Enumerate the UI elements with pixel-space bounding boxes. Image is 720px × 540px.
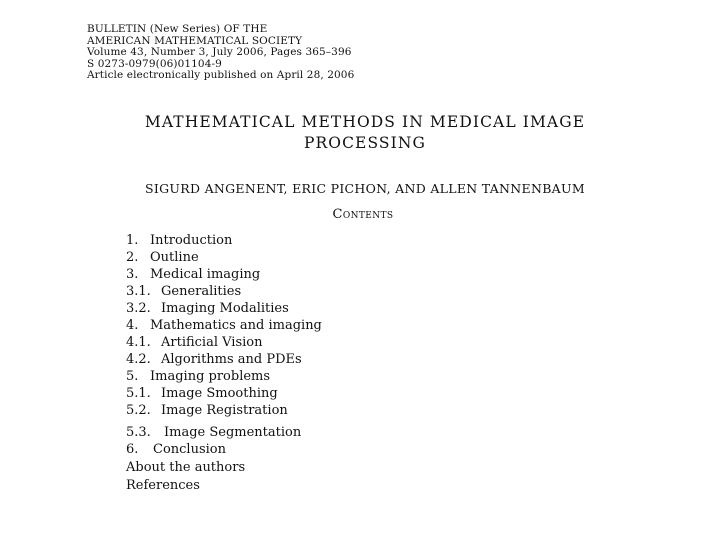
- toc-entry-label: Imaging Modalities: [161, 301, 289, 316]
- toc-entry-generalities[interactable]: [126, 284, 241, 299]
- toc-entry-introduction[interactable]: [126, 233, 232, 248]
- toc-entry-label: Image Smoothing: [161, 386, 278, 401]
- toc-entry-label: References: [126, 478, 200, 493]
- journal-issn-line: S 0273-0979(06)01104-9: [87, 57, 222, 70]
- toc-entry-label: Image Segmentation: [164, 425, 302, 440]
- toc-entry-number: 6.: [126, 442, 139, 457]
- toc-entry-number: 3.2.: [126, 301, 151, 316]
- toc-entry-conclusion[interactable]: [126, 442, 226, 457]
- toc-entry-label: Generalities: [161, 284, 242, 299]
- toc-entry-about-the-authors[interactable]: [126, 460, 245, 475]
- paper-title-line-2: PROCESSING: [303, 134, 426, 152]
- paper-authors: SIGURD ANGENENT, ERIC PICHON, AND ALLEN TANNENBAUM: [145, 181, 585, 196]
- toc-entry-number: 5.: [126, 369, 139, 384]
- toc-entry-label: Medical imaging: [150, 267, 261, 282]
- toc-entry-image-segmentation[interactable]: [126, 425, 301, 440]
- contents-heading: Contents: [332, 207, 394, 222]
- journal-series-line: BULLETIN (New Series) OF THE: [87, 23, 268, 35]
- table-of-contents: [126, 0, 526, 540]
- paper-title-line-1: MATHEMATICAL METHODS IN MEDICAL IMAGE: [144, 113, 586, 131]
- toc-entry-number: 3.: [126, 267, 139, 282]
- toc-entry-label: Image Registration: [161, 403, 288, 418]
- toc-entry-image-smoothing[interactable]: [126, 386, 278, 401]
- toc-entry-label: Outline: [150, 250, 199, 265]
- toc-entry-number: 5.2.: [126, 403, 151, 418]
- journal-published-line: Article electronically published on April 28, 2006: [87, 69, 355, 82]
- toc-entry-number: 4.1.: [126, 335, 151, 350]
- toc-entry-number: 4.2.: [126, 352, 151, 367]
- toc-entry-number: 1.: [126, 233, 139, 248]
- toc-entry-number: 4.: [126, 318, 139, 333]
- toc-entry-label: About the authors: [126, 460, 246, 475]
- toc-entry-mathematics-and-imaging[interactable]: [126, 318, 322, 333]
- toc-entry-label: Imaging problems: [150, 369, 271, 384]
- toc-entry-medical-imaging[interactable]: [126, 267, 260, 282]
- toc-entry-number: 3.1.: [126, 284, 151, 299]
- toc-entry-label: Introduction: [150, 233, 233, 248]
- toc-entry-references[interactable]: [126, 478, 200, 493]
- toc-entry-label: Mathematics and imaging: [150, 318, 322, 333]
- toc-entry-number: 2.: [126, 250, 139, 265]
- journal-society-line: AMERICAN MATHEMATICAL SOCIETY: [87, 34, 303, 47]
- toc-entry-imaging-modalities[interactable]: [126, 301, 289, 316]
- toc-entry-artificial-vision[interactable]: [126, 335, 262, 350]
- toc-entry-label: Algorithms and PDEs: [161, 352, 302, 367]
- toc-entry-image-registration[interactable]: [126, 403, 288, 418]
- toc-entry-imaging-problems[interactable]: [126, 369, 270, 384]
- toc-entry-outline[interactable]: [126, 250, 199, 265]
- toc-entry-number: 5.1.: [126, 386, 151, 401]
- toc-entry-number: 5.3.: [126, 425, 151, 440]
- toc-entry-label: Conclusion: [153, 442, 226, 457]
- toc-entry-label: Artificial Vision: [161, 335, 263, 350]
- journal-volume-line: Volume 43, Number 3, July 2006, Pages 365–396: [87, 46, 352, 59]
- toc-entry-algorithms-and-pdes[interactable]: [126, 352, 302, 367]
